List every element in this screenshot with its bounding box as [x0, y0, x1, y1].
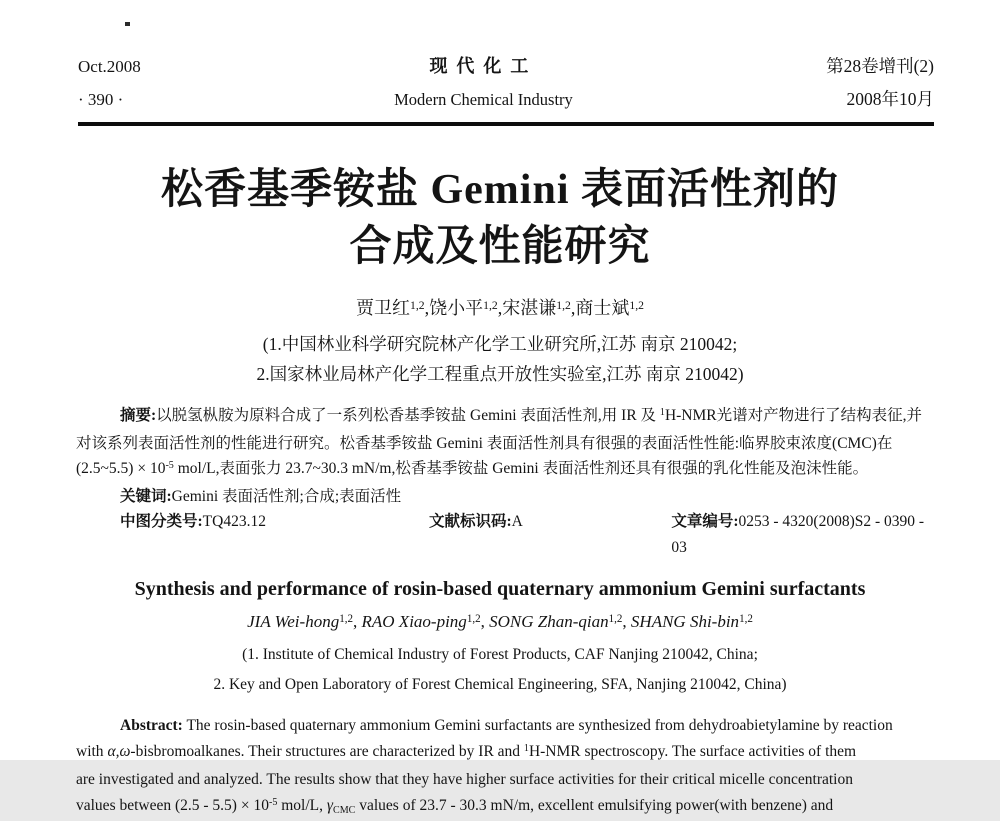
journal-name-cn: 现代化工 [429, 56, 538, 76]
article-id: 文章编号:0253 - 4320(2008)S2 - 0390 - 03 [671, 513, 925, 556]
affiliation-en-1: (1. Institute of Chemical Industry of Forest Products, CAF Nanjing 210042, China; [242, 646, 758, 663]
affiliation-en-2: 2. Key and Open Laboratory of Forest Chemical Engineering, SFA, Nanjing 210042, China) [213, 676, 787, 693]
affiliations-en [0, 640, 1000, 700]
affiliation-cn-2: 2.国家林业局林产化学工程重点开放性实验室,江苏 南京 210042) [256, 364, 744, 384]
abstract-cn [76, 403, 930, 509]
document-code: 文献标识码:A [428, 513, 523, 530]
authors-en: JIA Wei-hong$^{1,2}$, RAO Xiao-ping$^{1,2}$, SONG Zhan-qian$^{1,2}$, SHANG Shi-bin$^{1,2}$ [247, 612, 753, 631]
affiliations-cn [0, 329, 1000, 389]
abstract-en-line3: are investigated and analyzed. The results show that they have higher surface activities for their critical micelle concentration [76, 771, 853, 788]
clc-number: 中图分类号:TQ423.12 [120, 513, 266, 530]
header-rule [78, 122, 934, 126]
meta-row [76, 509, 930, 560]
article-title-cn-line2: 合成及性能研究 [349, 224, 651, 270]
abstract-cn-line1: 摘要:以脱氢枞胺为原料合成了一系列松香基季铵盐 Gemini 表面活性剂,用 IR 及 $^1$H-NMR光谱对产物进行了结构表征,并 [120, 407, 922, 424]
affiliation-cn-1: (1.中国林业科学研究院林产化学工业研究所,江苏 南京 210042; [262, 334, 738, 354]
article-title-en: Synthesis and performance of rosin-based quaternary ammonium Gemini surfactants [134, 578, 866, 600]
keywords-cn: 关键词:Gemini 表面活性剂;合成;表面活性 [120, 487, 402, 505]
abstract-en-line4: values between $(2.5 - 5.5) \times 10^{-5}$ mol/L, $\gamma_{CMC}$ values of 23.7 - 30.3 mN/m, excellent emulsifying power(with benzene) and [76, 797, 834, 816]
abstract-cn-line3: (2.5~5.5) × $10^{-5}$ mol/L,表面张力 23.7~30.3 mN/m,松香基季铵盐 Gemini 表面活性剂还具有很强的乳化性能及泡沫性能。 [76, 460, 869, 477]
volume-issue: 第28卷增刊(2) [826, 56, 934, 76]
page-number: · 390 · [78, 90, 124, 109]
header-right [826, 50, 934, 116]
abstract-en-line1: Abstract: The rosin-based quaternary ammonium Gemini surfactants are synthesized from dehydroabietylamine by reaction [120, 717, 893, 734]
authors-cn: 贾卫红$^{1,2}$,饶小平$^{1,2}$,宋湛谦$^{1,2}$,商士斌$^{1,2}$ [356, 298, 644, 318]
article-title-cn [0, 162, 1000, 276]
issue-date-en: Oct.2008 [78, 57, 141, 76]
header-center [394, 50, 573, 116]
abstract-en [76, 713, 934, 821]
journal-name-en: Modern Chemical Industry [394, 90, 573, 109]
abstract-en-line2: with α,ω-bisbromoalkanes. Their structures are characterized by IR and $^1$H-NMR spectroscopy. The surface activities of them [76, 743, 857, 760]
abstract-cn-line2: 对该系列表面活性剂的性能进行研究。松香基季铵盐 Gemini 表面活性剂具有很强的表面活性性能:临界胶束浓度(CMC)在 [76, 434, 893, 452]
scan-artifact-dot [125, 22, 130, 26]
issue-date-cn: 2008年10月 [846, 89, 934, 109]
article-title-cn-line1: 松香基季铵盐 Gemini 表面活性剂的 [161, 167, 839, 213]
header-left [78, 50, 141, 116]
journal-header [0, 0, 1000, 116]
